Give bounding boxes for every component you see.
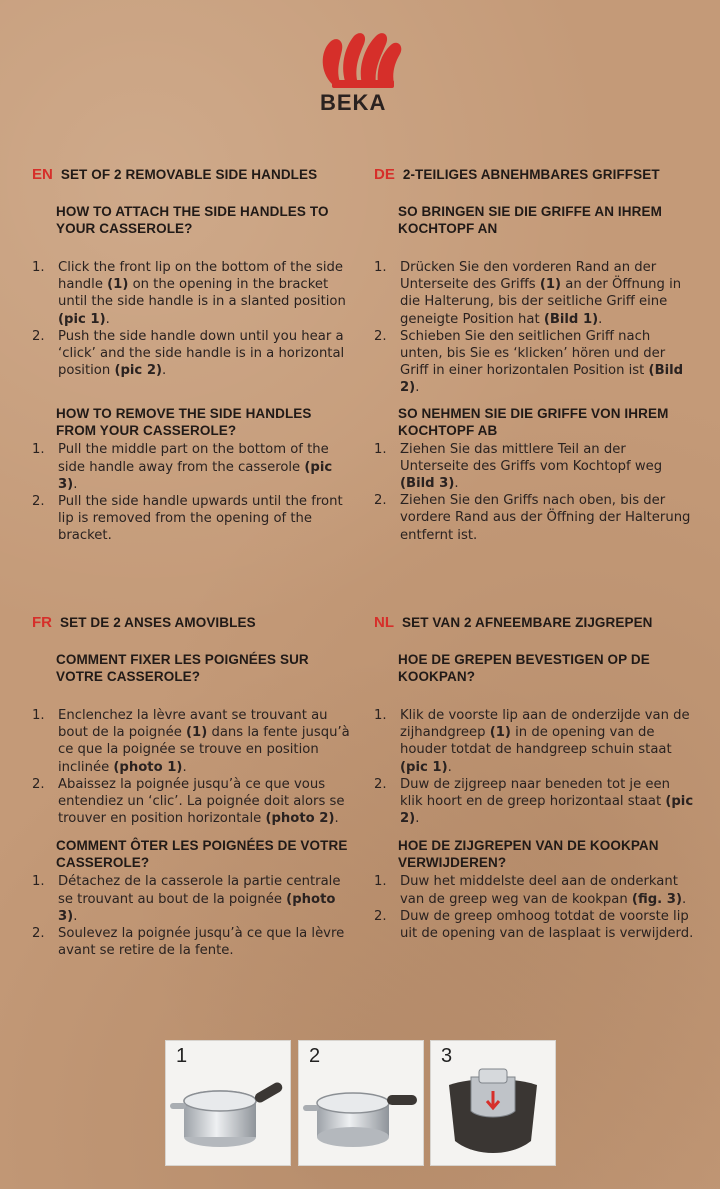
section-title: SET DE 2 ANSES AMOVIBLES [60, 615, 256, 630]
list-item: 1. Drücken Sie den vorderen Rand an der Unterseite des Griffs (1) an der Öffnung in die Halterung, bis der seitliche Griff eine geneigte Position hat (Bild 1). [374, 260, 682, 327]
list-item: 1. Ziehen Sie das mittlere Teil an der Unterseite des Griffs vom Kochtopf weg (Bild 3). [374, 441, 663, 492]
section-de [374, 166, 694, 544]
section-title: SET OF 2 REMOVABLE SIDE HANDLES [60, 167, 318, 182]
subheading-remove: SO NEHMEN SIE DIE GRIFFE VON IHREM KOCHTOPF AB [398, 405, 669, 438]
remove-steps [32, 441, 352, 544]
remove-steps [374, 441, 694, 544]
subheading-remove: HOW TO REMOVE THE SIDE HANDLES FROM YOUR CASSEROLE? [56, 406, 312, 439]
list-item: 2. Abaissez la poignée jusqu’à ce que vous entendiez un ‘clic’. La poignée doit alors se trouver en position horizontale (photo 2). [32, 776, 345, 827]
picture-label: 2 [309, 1045, 321, 1067]
attach-steps [32, 707, 352, 827]
section-nl [374, 614, 694, 942]
lang-code: NL [374, 614, 394, 631]
list-item: 2. Push the side handle down until you hear a ‘click’ and the side handle is in a horizontal position (pic 2). [32, 328, 345, 379]
chef-hat-flame-icon [318, 22, 408, 92]
picture-label: 3 [441, 1045, 453, 1067]
brand-name: BEKA [320, 90, 387, 115]
list-item: 1. Enclenchez la lèvre avant se trouvant au bout de la poignée (1) dans la fente jusqu’à ce que la poignée se trouve en position inclinée (photo 1). [32, 708, 350, 775]
list-item: 1. Détachez de la casserole la partie centrale se trouvant au bout de la poignée (photo 3). [32, 874, 341, 924]
picture-1 [165, 1040, 291, 1166]
picture-3 [430, 1040, 556, 1166]
list-item: 1. Duw het middelste deel aan de onderkant van de greep weg van de kookpan (fig. 3). [374, 874, 687, 907]
list-item: 1. Click the front lip on the bottom of the side handle (1) on the opening in the bracket until the side handle is in a slanted position (pic 1). [32, 260, 346, 327]
list-item: 2. Pull the side handle upwards until the front lip is removed from the opening of the bracket. [32, 494, 343, 544]
lang-code: EN [32, 166, 53, 183]
remove-steps [32, 873, 352, 959]
list-item: 2. Schieben Sie den seitlichen Griff nach unten, bis Sie es ‘klicken’ hören und der Griff in einer horizontalen Position ist (Bild 2). [374, 328, 684, 396]
subheading-attach: SO BRINGEN SIE DIE GRIFFE AN IHREM KOCHTOPF AN [398, 204, 662, 236]
list-item: 2. Duw de zijgreep naar beneden tot je een klik hoort en de greep horizontaal staat (pic 2). [374, 776, 694, 827]
picture-label: 1 [176, 1045, 188, 1067]
remove-steps [374, 873, 694, 942]
list-item: 2. Ziehen Sie den Griffs nach oben, bis der vordere Rand aus der Öffning der Halterung entfernt ist. [374, 493, 691, 543]
attach-steps [374, 707, 694, 827]
section-fr [32, 614, 352, 959]
subheading-remove: HOE DE ZIJGREPEN VAN DE KOOKPAN VERWIJDEREN? [398, 838, 659, 871]
list-item: 1. Klik de voorste lip aan de onderzijde van de zijhandgreep (1) in de opening van de houder totdat de handgreep schuin staat (pic 1). [374, 708, 690, 775]
attach-steps [32, 259, 352, 379]
lang-code: FR [32, 614, 52, 631]
subheading-attach: COMMENT FIXER LES POIGNÉES SUR VOTRE CASSEROLE? [56, 652, 309, 684]
list-item: 2. Duw de greep omhoog totdat de voorste lip uit de opening van de lasplaat is verwijderd. [374, 908, 694, 942]
subheading-attach: HOW TO ATTACH THE SIDE HANDLES TO YOUR CASSEROLE? [56, 204, 329, 236]
section-title: SET VAN 2 AFNEEMBARE ZIJGREPEN [402, 615, 653, 630]
picture-2 [298, 1040, 424, 1166]
list-item: 1. Pull the middle part on the bottom of the side handle away from the casserole (pic 3). [32, 442, 333, 492]
beka-logo [318, 22, 408, 122]
list-item: 2. Soulevez la poignée jusqu’à ce que la lèvre avant se retire de la fente. [32, 926, 345, 959]
attach-steps [374, 259, 694, 397]
subheading-remove: COMMENT ÔTER LES POIGNÉES DE VOTRE CASSEROLE? [56, 838, 348, 871]
section-en [32, 166, 352, 545]
subheading-attach: HOE DE GREPEN BEVESTIGEN OP DE KOOKPAN? [398, 652, 650, 684]
section-title: 2-TEILIGES ABNEHMBARES GRIFFSET [402, 167, 660, 182]
lang-code: DE [374, 166, 395, 183]
